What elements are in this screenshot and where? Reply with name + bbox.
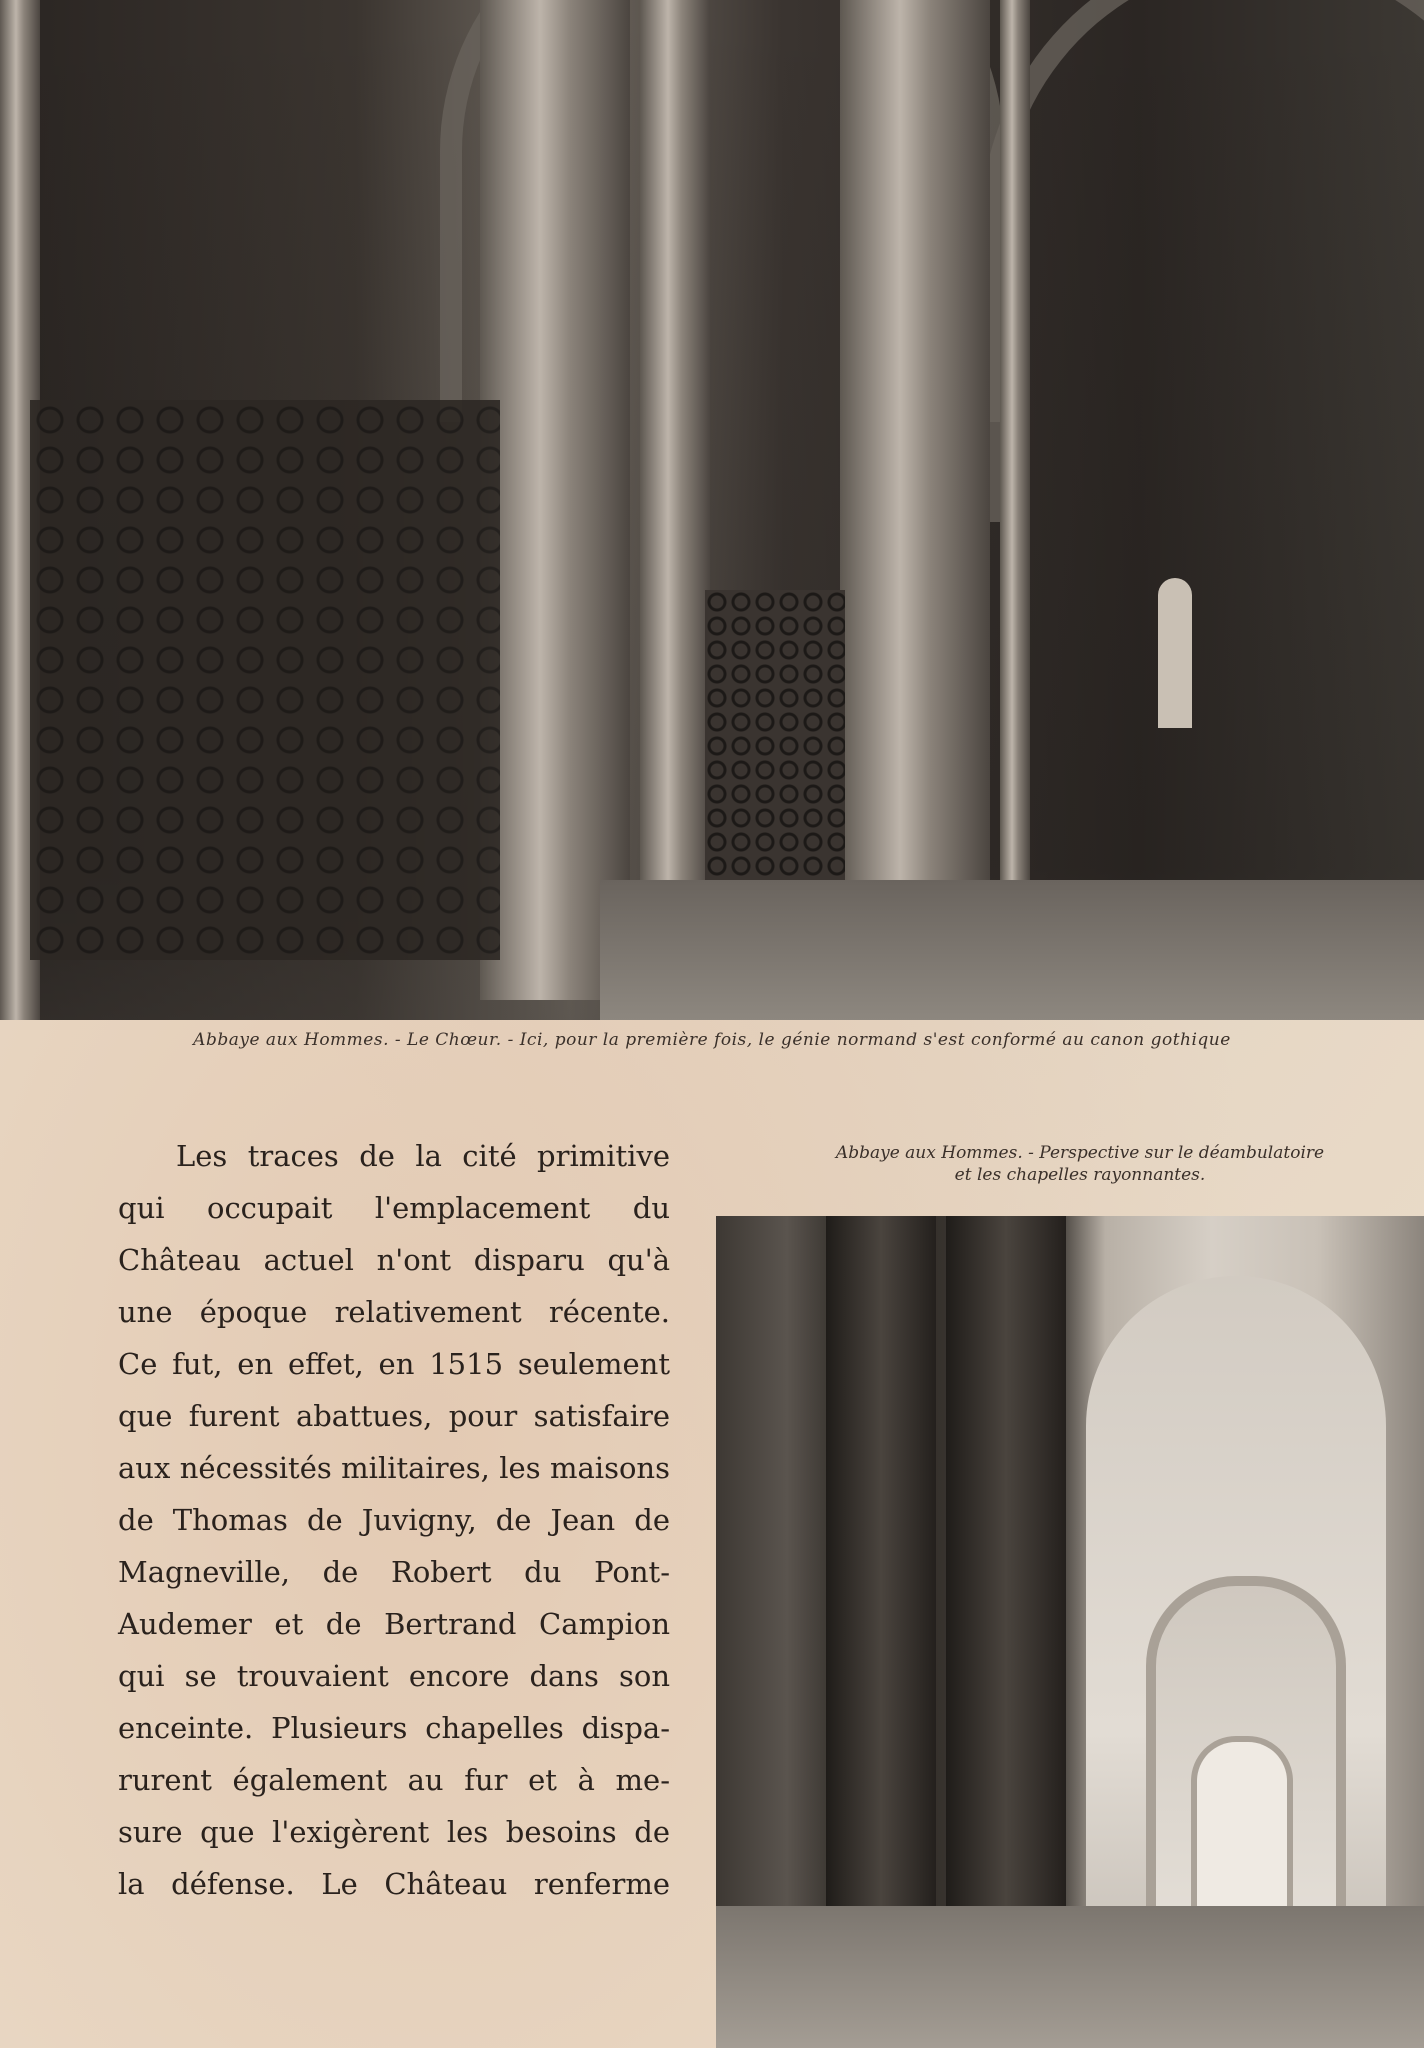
caption-line: et les chapelles rayonnantes. [954, 1165, 1206, 1185]
text-line: qui occupait l'emplacement du [118, 1191, 670, 1225]
column [840, 0, 990, 920]
wrought-iron-grille [30, 400, 500, 960]
text-line: Audemer et de Bertrand Campion [118, 1607, 670, 1641]
text-line: que furent abattues, pour satisfaire [118, 1399, 670, 1433]
text-line: une époque relativement récente. [118, 1295, 670, 1329]
text-line: de Thomas de Juvigny, de Jean de [118, 1503, 670, 1537]
text-line: rurent également au fur et à me- [118, 1763, 670, 1797]
column [480, 0, 630, 1000]
top-photo-caption: Abbaye aux Hommes. - Le Chœur. - Ici, pour la première fois, le génie normand s'est conformé au canon gothique [193, 1030, 1231, 1050]
body-paragraph [118, 1130, 670, 1910]
text-line: Ce fut, en effet, en 1515 seulement [118, 1347, 670, 1381]
text-line: sure que l'exigèrent les besoins de [118, 1815, 670, 1849]
choir-photograph [0, 0, 1424, 1020]
column [1000, 0, 1030, 880]
text-line: Château actuel n'ont disparu qu'à [118, 1243, 670, 1277]
wrought-iron-grille [705, 590, 845, 890]
text-line: enceinte. Plusieurs chapelles dispa- [118, 1711, 670, 1745]
column [640, 0, 710, 990]
caption-line: Abbaye aux Hommes. - Perspective sur le déambulatoire [835, 1143, 1325, 1163]
vault-arch [980, 0, 1424, 522]
bottom-photo-caption [790, 1142, 1370, 1186]
text-line: qui se trouvaient encore dans son [118, 1659, 670, 1693]
text-line: Magneville, de Robert du Pont- [118, 1555, 670, 1589]
ambulatory-photograph [716, 1216, 1424, 2048]
window [1158, 578, 1192, 728]
text-line: Les traces de la cité primitive [176, 1139, 670, 1173]
text-line: aux nécessités militaires, les maisons [118, 1451, 670, 1485]
text-line: la défense. Le Château renferme [118, 1867, 670, 1901]
floor [600, 880, 1424, 1020]
floor [716, 1906, 1424, 2048]
